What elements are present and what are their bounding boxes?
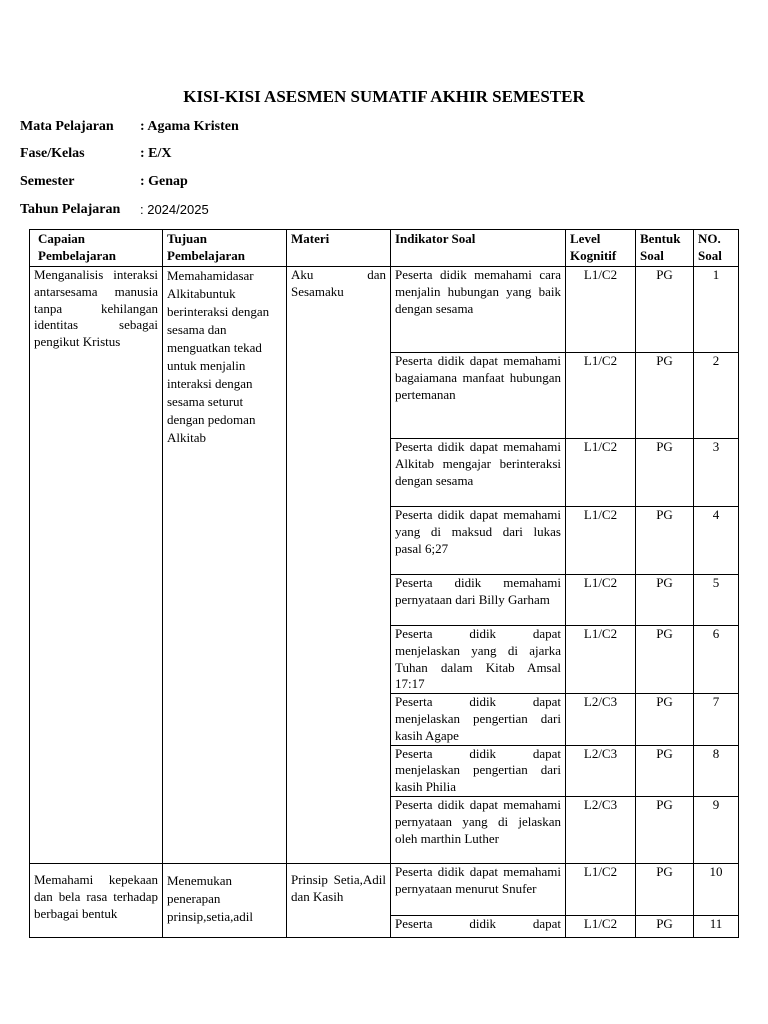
level-cell: L1/C2: [566, 575, 636, 626]
document-title: KISI-KISI ASESMEN SUMATIF AKHIR SEMESTER: [183, 87, 585, 106]
kisi-kisi-table: [29, 229, 739, 938]
indikator-cell: Peserta didik dapat memahami Alkitab mengajar berinteraksi dengan sesama: [391, 439, 566, 507]
no-cell: 8: [694, 745, 739, 796]
indikator-cell: Peserta didik dapat memahami pernyataan yang di jelaskan oleh marthin Luther: [391, 796, 566, 863]
no-cell: 2: [694, 353, 739, 439]
bentuk-cell: PG: [636, 863, 694, 915]
no-cell: 5: [694, 575, 739, 626]
bentuk-cell: PG: [636, 439, 694, 507]
indikator-cell: Peserta didik dapat memahami yang di maksud dari lukas pasal 6;27: [391, 507, 566, 575]
header-materi: Materi: [287, 230, 391, 267]
no-cell: 6: [694, 626, 739, 694]
meta-label: Semester: [20, 174, 75, 189]
indikator-cell: Peserta didik memahami cara menjalin hubungan yang baik dengan sesama: [391, 267, 566, 353]
header-tujuan: Tujuan Pembelajaran: [163, 230, 287, 267]
level-cell: L2/C3: [566, 694, 636, 745]
level-cell: L1/C2: [566, 507, 636, 575]
meta-value: : E/X: [140, 146, 172, 161]
bentuk-cell: PG: [636, 267, 694, 353]
capaian-cell: Menganalisis interaksi antarsesama manusia tanpa kehilangan identitas sebagai pengikut Kristus: [30, 267, 163, 864]
meta-value: : Genap: [140, 174, 188, 189]
header-bentuk: Bentuk Soal: [636, 230, 694, 267]
indikator-cell: Peserta didik dapat memahami bagaiamana manfaat hubungan pertemanan: [391, 353, 566, 439]
no-cell: 9: [694, 796, 739, 863]
indikator-cell: Peserta didik memahami pernyataan dari Billy Garham: [391, 575, 566, 626]
no-cell: 1: [694, 267, 739, 353]
bentuk-cell: PG: [636, 745, 694, 796]
level-cell: L1/C2: [566, 863, 636, 915]
tujuan-cell: Memahamidasar Alkitabuntuk berinteraksi dengan sesama dan menguatkan tekad untuk menjalin interaksi dengan sesama seturut dengan pedoman Alkitab: [163, 267, 287, 864]
meta-value: : 2024/2025: [140, 202, 209, 217]
level-cell: L2/C3: [566, 796, 636, 863]
level-cell: L1/C2: [566, 353, 636, 439]
bentuk-cell: PG: [636, 796, 694, 863]
meta-label: Tahun Pelajaran: [20, 202, 121, 217]
table-row: [30, 863, 739, 915]
bentuk-cell: PG: [636, 507, 694, 575]
bentuk-cell: PG: [636, 353, 694, 439]
header-indikator: Indikator Soal: [391, 230, 566, 267]
indikator-cell: Peserta didik dapat memahami pernyataan menurut Snufer: [391, 863, 566, 915]
bentuk-cell: PG: [636, 694, 694, 745]
no-cell: 3: [694, 439, 739, 507]
level-cell: L1/C2: [566, 626, 636, 694]
level-cell: L2/C3: [566, 745, 636, 796]
indikator-cell: Peserta didik dapat menjelaskan pengertian dari kasih Philia: [391, 745, 566, 796]
meta-value: : Agama Kristen: [140, 119, 239, 134]
bentuk-cell: PG: [636, 575, 694, 626]
header-level: Level Kognitif: [566, 230, 636, 267]
indikator-cell: Peserta didik dapat: [391, 915, 566, 937]
header-no: NO. Soal: [694, 230, 739, 267]
meta-label: Mata Pelajaran: [20, 119, 114, 134]
no-cell: 11: [694, 915, 739, 937]
meta-label: Fase/Kelas: [20, 146, 85, 161]
materi-cell: [287, 863, 391, 937]
indikator-cell: Peserta didik dapat menjelaskan pengertian dari kasih Agape: [391, 694, 566, 745]
no-cell: 10: [694, 863, 739, 915]
no-cell: 4: [694, 507, 739, 575]
bentuk-cell: PG: [636, 626, 694, 694]
header-capaian: Capaian Pembelajaran: [30, 230, 163, 267]
level-cell: L1/C2: [566, 915, 636, 937]
materi-cell: Aku dan Sesamaku: [287, 267, 391, 864]
level-cell: L1/C2: [566, 267, 636, 353]
no-cell: 7: [694, 694, 739, 745]
bentuk-cell: PG: [636, 915, 694, 937]
table-header-row: [30, 230, 739, 267]
level-cell: L1/C2: [566, 439, 636, 507]
materi-text: Prinsip Setia,Adil dan Kasih: [291, 871, 386, 904]
indikator-cell: Peserta didik dapat menjelaskan yang di ajarka Tuhan dalam Kitab Amsal 17:17: [391, 626, 566, 694]
table-row: [30, 267, 739, 353]
capaian-cell: Memahami kepekaan dan bela rasa terhadap berbagai bentuk: [30, 863, 163, 937]
tujuan-cell: Menemukan penerapan prinsip,setia,adil: [163, 863, 287, 937]
